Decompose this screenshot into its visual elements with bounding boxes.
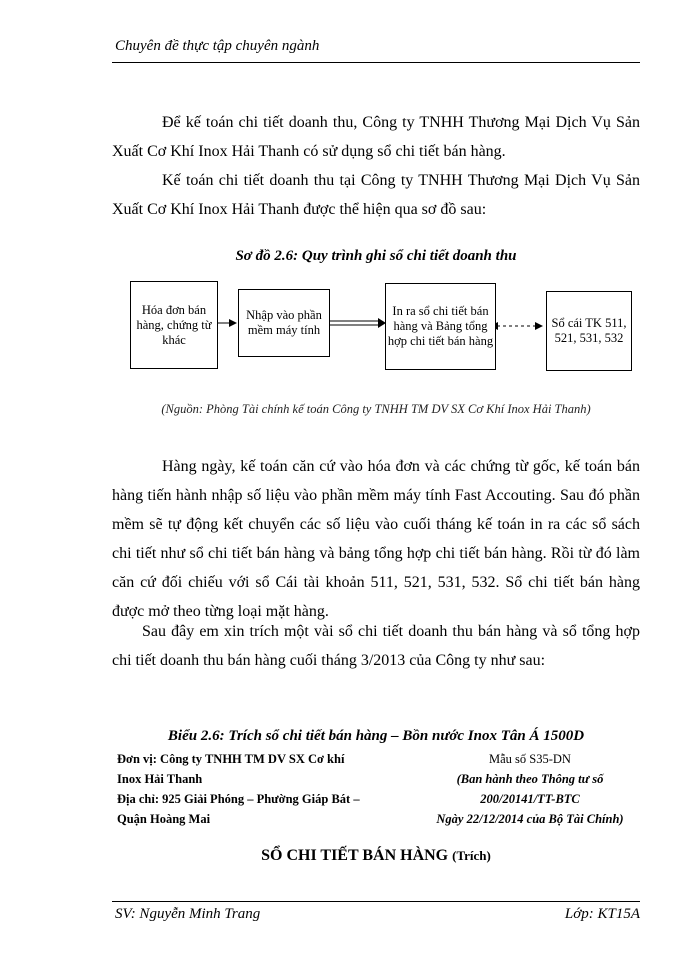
paragraph-process — [112, 452, 640, 626]
footer-rule — [112, 901, 640, 902]
footer-class: Lớp: KT15A — [564, 906, 640, 922]
diagram-title: Sơ đồ 2.6: Quy trình ghi sổ chi tiết doanh thu — [235, 248, 517, 264]
form-number: Mẫu số S35-DN — [489, 752, 571, 766]
footer-student: SV: Nguyễn Minh Trang — [115, 906, 261, 922]
paragraph-process-text: Hàng ngày, kế toán căn cứ vào hóa đơn và các chứng từ gốc, kế toán bán hàng tiến hành nhập số liệu vào phần mềm máy tính Fast Accouting. Sau đó phần mềm sẽ tự động kết chuyển các số liệu vào cuối tháng kế toán in ra các sổ sách chi tiết như sổ chi tiết bán hàng và bảng tổng hợp chi tiết bán hàng. Rồi từ đó làm căn cứ đối chiếu với sổ Cái tài khoản 511, 521, 531, 532. Sổ chi tiết bán hàng được mở theo từng loại mặt hàng. — [112, 458, 640, 620]
diagram-source: (Nguồn: Phòng Tài chính kế toán Công ty TNHH TM DV SX Cơ Khí Inox Hải Thanh) — [161, 402, 591, 416]
form-info — [410, 750, 650, 828]
page-header-title: Chuyên đề thực tập chuyên ngành — [115, 38, 320, 54]
diagram-box-general-ledger: Sổ cái TK 511, 521, 531, 532 — [546, 291, 632, 371]
ledger-title-sub: (Trích) — [452, 848, 491, 863]
ledger-title — [112, 847, 640, 865]
form-note-line2: 200/20141/TT-BTC — [480, 792, 580, 806]
paragraph-excerpt-intro-text: Sau đây em xin trích một vài sổ chi tiết doanh thu bán hàng và sổ tổng hợp chi tiết doanh thu bán hàng cuối tháng 3/2013 của Công ty như sau: — [112, 623, 640, 669]
diagram-box-detail-ledger: In ra sổ chi tiết bán hàng và Bảng tổng hợp chi tiết bán hàng — [385, 283, 496, 370]
form-note-line1: (Ban hành theo Thông tư số — [456, 772, 604, 786]
company-unit-line1: Đơn vị: Công ty TNHH TM DV SX Cơ khí — [117, 752, 345, 766]
exhibit-title: Biểu 2.6: Trích sổ chi tiết bán hàng – Bồn nước Inox Tân Á 1500D — [167, 728, 585, 744]
company-unit-line2: Inox Hải Thanh — [117, 772, 203, 786]
form-note-line3: Ngày 22/12/2014 của Bộ Tài Chính) — [436, 812, 624, 826]
paragraph-diagram-intro-text: Kế toán chi tiết doanh thu tại Công ty TNHH Thương Mại Dịch Vụ Sản Xuất Cơ Khí Inox Hải Thanh được thể hiện qua sơ đồ sau: — [112, 172, 640, 218]
company-address-line1: Địa chỉ: 925 Giải Phóng – Phường Giáp Bát – — [117, 792, 360, 806]
company-info — [117, 750, 417, 828]
paragraph-excerpt-intro — [112, 617, 640, 675]
paragraph-intro-text: Để kế toán chi tiết doanh thu, Công ty TNHH Thương Mại Dịch Vụ Sản Xuất Cơ Khí Inox Hải Thanh có sử dụng sổ chi tiết bán hàng. — [112, 114, 640, 160]
ledger-title-text: SỔ CHI TIẾT BÁN HÀNG — [261, 847, 449, 864]
company-address-line2: Quận Hoàng Mai — [117, 812, 211, 826]
diagram-box-invoices: Hóa đơn bán hàng, chứng từ khác — [130, 281, 218, 369]
diagram-box-software-entry: Nhập vào phần mềm máy tính — [238, 289, 330, 357]
